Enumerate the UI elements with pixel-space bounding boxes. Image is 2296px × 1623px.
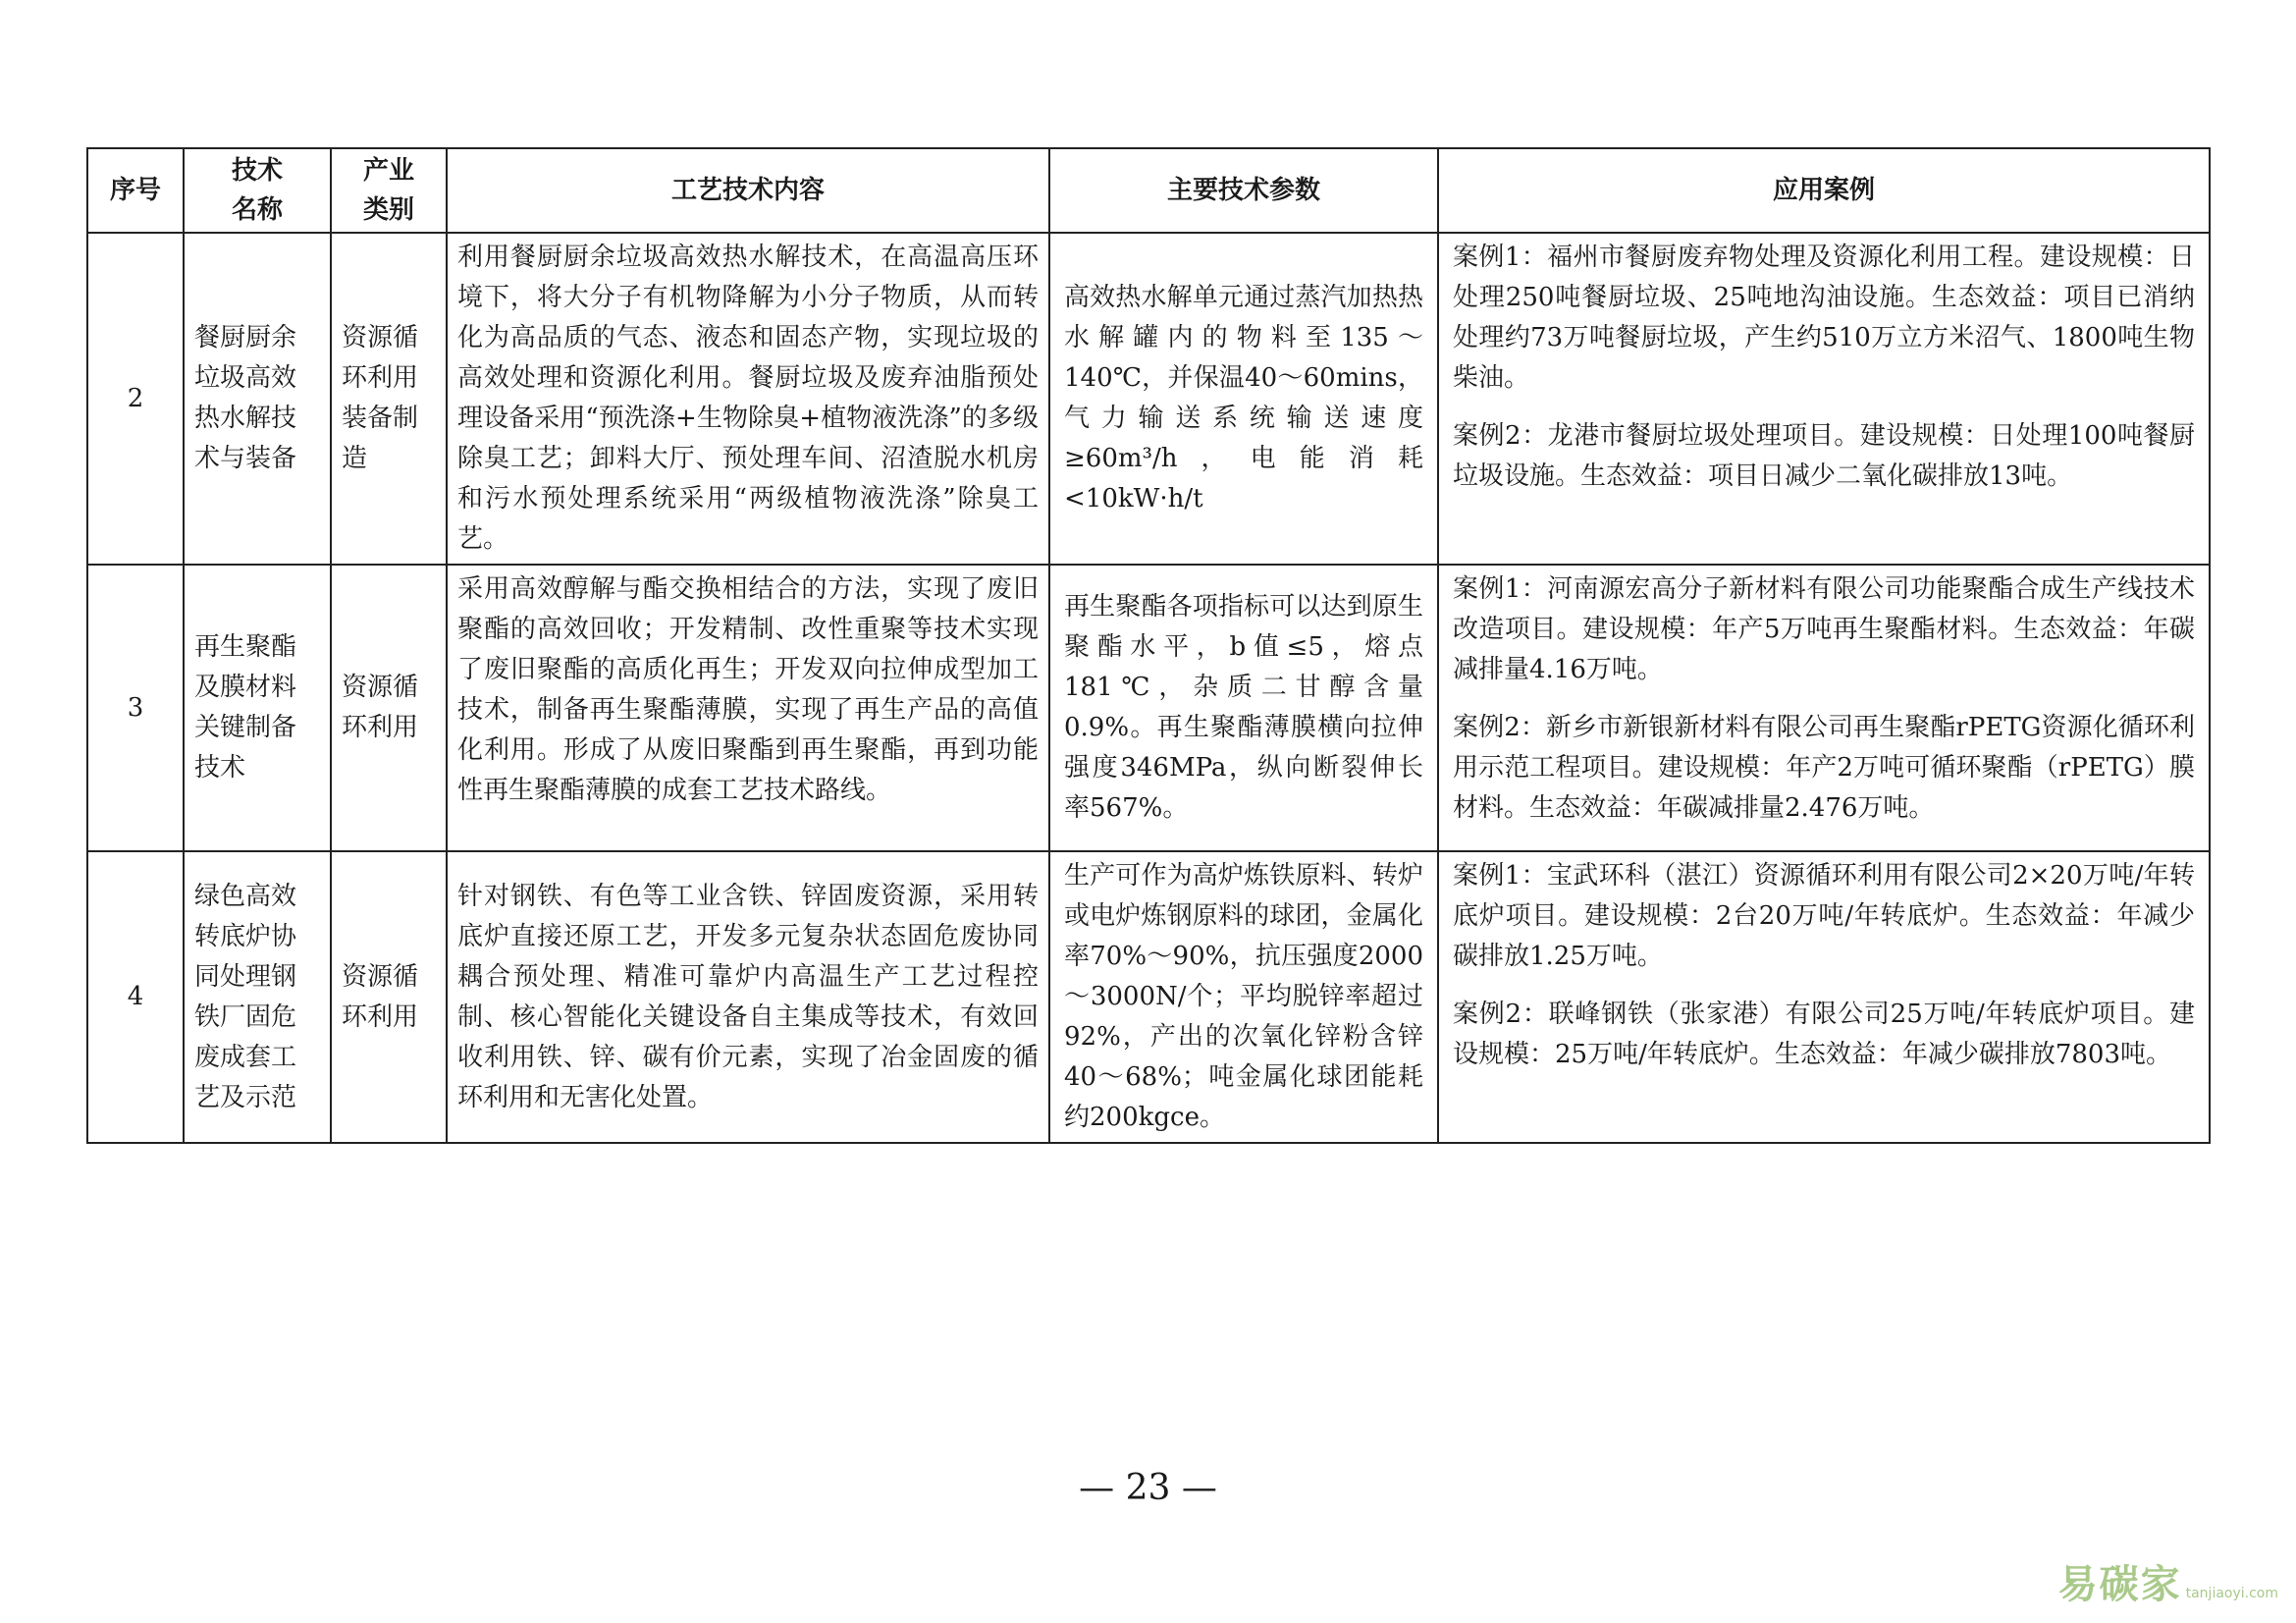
header-process-content: 工艺技术内容 bbox=[447, 148, 1049, 233]
row-number: 4 bbox=[87, 851, 184, 1143]
industry-category: 资源循环利用装备制造 bbox=[331, 233, 447, 565]
case-1: 案例1：河南源宏高分子新材料有限公司功能聚酯合成生产线技术改造项目。建设规模：年产5万吨再生聚酯材料。生态效益：年碳减排量4.16万吨。 bbox=[1453, 574, 2195, 684]
main-parameters: 生产可作为高炉炼铁原料、转炉或电炉炼钢原料的球团，金属化率70%～90%，抗压强度2000～3000N/个；平均脱锌率超过92%，产出的次氧化锌粉含锌40～68%；吨金属化球团能耗约200kgce。 bbox=[1049, 851, 1438, 1143]
watermark-text: 易碳家 bbox=[2057, 1562, 2182, 1607]
table-row bbox=[87, 233, 2210, 565]
page-number: — 23 — bbox=[1079, 1468, 1217, 1508]
application-cases bbox=[1438, 233, 2210, 565]
industry-category: 资源循环利用 bbox=[331, 851, 447, 1143]
header-industry-category: 产业 类别 bbox=[331, 148, 447, 233]
site-watermark-logo bbox=[2058, 1553, 2278, 1609]
header-number: 序号 bbox=[87, 148, 184, 233]
main-parameters: 高效热水解单元通过蒸汽加热热水解罐内的物料至135～140℃，并保温40～60mins，气力输送系统输送速度≥60m³/h，电能消耗<10kW·h/t bbox=[1049, 233, 1438, 565]
case-2: 案例2：龙港市餐厨垃圾处理项目。建设规模：日处理100吨餐厨垃圾设施。生态效益：项目日减少二氧化碳排放13吨。 bbox=[1453, 421, 2195, 491]
application-cases bbox=[1438, 851, 2210, 1143]
process-content: 采用高效醇解与酯交换相结合的方法，实现了废旧聚酯的高效回收；开发精制、改性重聚等技术实现了废旧聚酯的高质化再生；开发双向拉伸成型加工技术，制备再生聚酯薄膜，实现了再生产品的高值化利用。形成了从废旧聚酯到再生聚酯，再到功能性再生聚酯薄膜的成套工艺技术路线。 bbox=[447, 565, 1049, 851]
process-content: 针对钢铁、有色等工业含铁、锌固废资源，采用转底炉直接还原工艺，开发多元复杂状态固危废协同耦合预处理、精准可靠炉内高温生产工艺过程控制、核心智能化关键设备自主集成等技术，有效回收利用铁、锌、碳有价元素，实现了冶金固废的循环利用和无害化处置。 bbox=[447, 851, 1049, 1143]
application-cases bbox=[1438, 565, 2210, 851]
table-row bbox=[87, 565, 2210, 851]
table-row bbox=[87, 851, 2210, 1143]
case-2: 案例2：联峰钢铁（张家港）有限公司25万吨/年转底炉项目。建设规模：25万吨/年转底炉。生态效益：年减少碳排放7803吨。 bbox=[1453, 1000, 2195, 1069]
industry-category: 资源循环利用 bbox=[331, 565, 447, 851]
tech-name: 餐厨厨余垃圾高效热水解技术与装备 bbox=[184, 233, 331, 565]
case-1: 案例1：宝武环科（湛江）资源循环利用有限公司2×20万吨/年转底炉项目。建设规模：2台20万吨/年转底炉。生态效益：年减少碳排放1.25万吨。 bbox=[1453, 861, 2195, 971]
tech-name: 绿色高效转底炉协同处理钢铁厂固危废成套工艺及示范 bbox=[184, 851, 331, 1143]
row-number: 3 bbox=[87, 565, 184, 851]
header-main-parameters: 主要技术参数 bbox=[1049, 148, 1438, 233]
row-number: 2 bbox=[87, 233, 184, 565]
tech-name: 再生聚酯及膜材料关键制备技术 bbox=[184, 565, 331, 851]
process-content: 利用餐厨厨余垃圾高效热水解技术，在高温高压环境下，将大分子有机物降解为小分子物质，从而转化为高品质的气态、液态和固态产物，实现垃圾的高效处理和资源化利用。餐厨垃圾及废弃油脂预处理设备采用“预洗涤+生物除臭+植物液洗涤”的多级除臭工艺；卸料大厅、预处理车间、沼渣脱水机房和污水预处理系统采用“两级植物液洗涤”除臭工艺。 bbox=[447, 233, 1049, 565]
main-parameters: 再生聚酯各项指标可以达到原生聚酯水平，b值≤5，熔点181℃，杂质二甘醇含量0.9%。再生聚酯薄膜横向拉伸强度346MPa，纵向断裂伸长率567%。 bbox=[1049, 565, 1438, 851]
case-1: 案例1：福州市餐厨废弃物处理及资源化利用工程。建设规模：日处理250吨餐厨垃圾、25吨地沟油设施。生态效益：项目已消纳处理约73万吨餐厨垃圾，产生约510万立方米沼气、1800吨生物柴油。 bbox=[1453, 243, 2195, 393]
technology-table bbox=[86, 147, 2211, 1144]
table-header-row bbox=[87, 148, 2210, 233]
case-2: 案例2：新乡市新银新材料有限公司再生聚酯rPETG资源化循环利用示范工程项目。建设规模：年产2万吨可循环聚酯（rPETG）膜材料。生态效益：年碳减排量2.476万吨。 bbox=[1453, 713, 2195, 823]
watermark-domain: tanjiaoyi.com bbox=[2185, 1586, 2278, 1601]
header-application-cases: 应用案例 bbox=[1438, 148, 2210, 233]
header-tech-name: 技术 名称 bbox=[184, 148, 331, 233]
